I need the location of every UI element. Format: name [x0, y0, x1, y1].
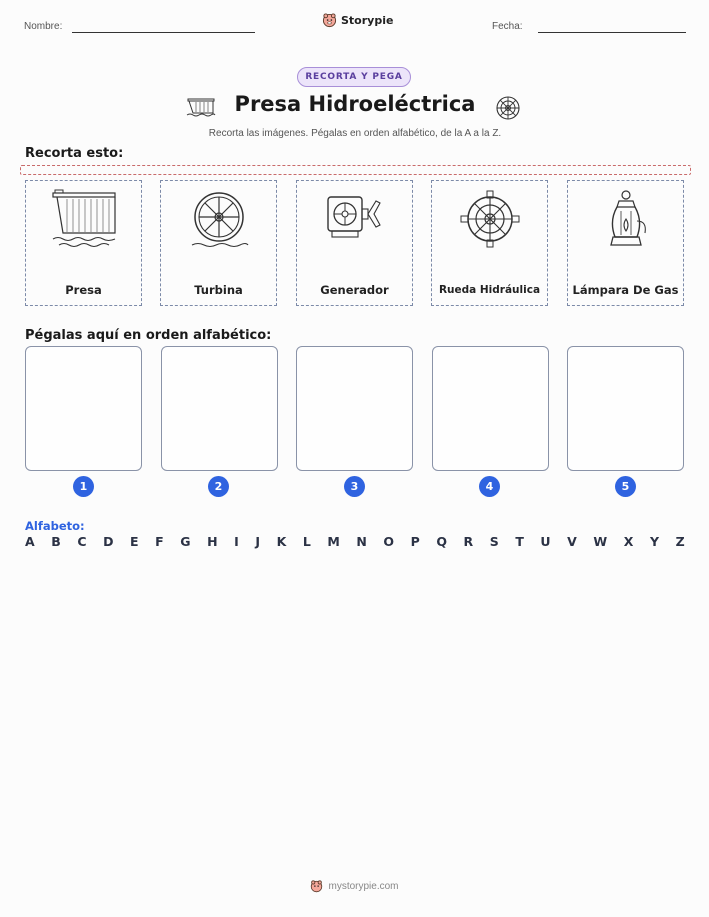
alphabet-letter: O: [383, 534, 395, 549]
alphabet-letter: D: [103, 534, 114, 549]
paste-number-3: 3: [344, 476, 365, 497]
paste-box-1[interactable]: [25, 346, 142, 471]
footer: [0, 880, 709, 893]
alphabet-letter: B: [51, 534, 61, 549]
alphabet-title: Alfabeto:: [25, 519, 85, 533]
alphabet-row: [25, 534, 685, 549]
alphabet-letter: A: [25, 534, 35, 549]
alphabet-letter: K: [276, 534, 287, 549]
alphabet-letter: E: [130, 534, 139, 549]
alphabet-letter: C: [77, 534, 87, 549]
alphabet-letter: N: [356, 534, 367, 549]
paste-number-1: 1: [73, 476, 94, 497]
paste-box-2[interactable]: [161, 346, 278, 471]
alphabet-letter: G: [180, 534, 191, 549]
water-wheel-icon: [455, 189, 525, 251]
gas-lamp-icon: [591, 189, 661, 259]
alphabet-letter: Z: [675, 534, 685, 549]
date-field-line[interactable]: [538, 32, 686, 33]
alphabet-letter: H: [207, 534, 218, 549]
alphabet-letter: V: [567, 534, 577, 549]
page-title: Presa Hidroeléctrica: [234, 92, 476, 116]
activity-badge: RECORTA Y PEGA: [297, 67, 411, 87]
cut-card-generador[interactable]: [296, 180, 413, 306]
paste-box-3[interactable]: [296, 346, 413, 471]
brand-logo: [322, 13, 393, 28]
alphabet-letter: L: [302, 534, 311, 549]
cut-card-label: Lámpara De Gas: [572, 283, 679, 297]
cut-card-presa[interactable]: [25, 180, 142, 306]
alphabet-letter: X: [623, 534, 634, 549]
dam-icon-small: [186, 95, 216, 117]
alphabet-letter: S: [489, 534, 499, 549]
generator-icon: [320, 189, 390, 245]
cut-card-rueda-hidraulica[interactable]: [431, 180, 548, 306]
paste-box-5[interactable]: [567, 346, 684, 471]
cut-card-label: Rueda Hidráulica: [438, 284, 541, 296]
alphabet-letter: M: [327, 534, 340, 549]
cut-line: [20, 165, 691, 175]
storypie-mascot-icon: [322, 13, 337, 28]
brand-name: Storypie: [341, 14, 394, 27]
date-label: Fecha:: [492, 21, 523, 32]
dam-icon: [49, 189, 119, 249]
cut-card-label: Presa: [65, 283, 102, 297]
paste-section-title: Pégalas aquí en orden alfabético:: [25, 328, 272, 343]
paste-number-4: 4: [479, 476, 500, 497]
water-wheel-icon-small: [494, 94, 522, 122]
cut-card-turbina[interactable]: [160, 180, 277, 306]
alphabet-letter: P: [410, 534, 420, 549]
cut-card-lampara-de-gas[interactable]: [567, 180, 684, 306]
alphabet-letter: F: [155, 534, 164, 549]
cut-section-title: Recorta esto:: [25, 146, 124, 161]
alphabet-letter: I: [234, 534, 239, 549]
cut-card-label: Turbina: [194, 283, 243, 297]
paste-box-4[interactable]: [432, 346, 549, 471]
storypie-mascot-icon: [310, 880, 323, 893]
name-label: Nombre:: [24, 21, 63, 32]
alphabet-letter: J: [255, 534, 260, 549]
name-field-line[interactable]: [72, 32, 255, 33]
alphabet-letter: W: [593, 534, 608, 549]
instructions-text: Recorta las imágenes. Pégalas en orden alfabético, de la A a la Z.: [208, 128, 502, 139]
alphabet-letter: R: [463, 534, 474, 549]
cut-card-label: Generador: [320, 283, 389, 297]
paste-number-2: 2: [208, 476, 229, 497]
footer-link[interactable]: mystorypie.com: [328, 881, 399, 892]
turbine-wheel-icon: [184, 189, 254, 251]
alphabet-letter: T: [515, 534, 524, 549]
alphabet-letter: U: [540, 534, 551, 549]
alphabet-letter: Q: [436, 534, 447, 549]
paste-number-5: 5: [615, 476, 636, 497]
alphabet-letter: Y: [649, 534, 659, 549]
